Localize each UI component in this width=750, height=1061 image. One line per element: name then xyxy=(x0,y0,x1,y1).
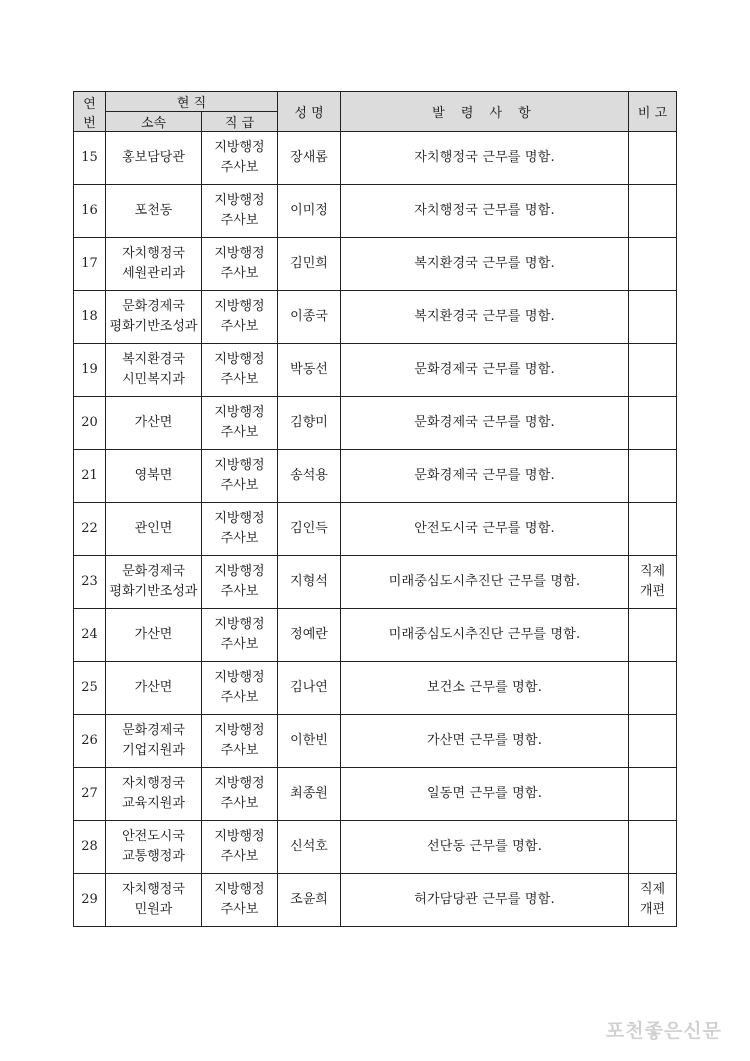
row-order: 미래중심도시추진단 근무를 명함. xyxy=(341,556,629,609)
table-row xyxy=(74,609,677,662)
row-order: 미래중심도시추진단 근무를 명함. xyxy=(341,609,629,662)
row-note xyxy=(629,609,677,662)
row-affiliation: 가산면 xyxy=(106,397,202,450)
row-rank: 지방행정 주사보 xyxy=(202,768,278,821)
row-order: 허가담당관 근무를 명함. xyxy=(341,874,629,927)
row-number: 28 xyxy=(74,821,106,874)
table-row xyxy=(74,450,677,503)
row-affiliation: 자치행정국 세원관리과 xyxy=(106,238,202,291)
table-row xyxy=(74,821,677,874)
row-note xyxy=(629,715,677,768)
row-rank: 지방행정 주사보 xyxy=(202,132,278,185)
row-order: 자치행정국 근무를 명함. xyxy=(341,132,629,185)
row-name: 신석호 xyxy=(278,821,341,874)
row-name: 최종원 xyxy=(278,768,341,821)
row-name: 조윤희 xyxy=(278,874,341,927)
header-rank: 직 급 xyxy=(202,112,278,132)
header-order: 발 령 사 항 xyxy=(341,92,629,132)
table-row xyxy=(74,662,677,715)
row-note xyxy=(629,503,677,556)
row-name: 지형석 xyxy=(278,556,341,609)
row-number: 16 xyxy=(74,185,106,238)
appointment-table xyxy=(73,91,677,927)
row-affiliation: 복지환경국 시민복지과 xyxy=(106,344,202,397)
row-number: 18 xyxy=(74,291,106,344)
row-name: 박동선 xyxy=(278,344,341,397)
row-order: 가산면 근무를 명함. xyxy=(341,715,629,768)
row-note xyxy=(629,291,677,344)
row-rank: 지방행정 주사보 xyxy=(202,291,278,344)
row-affiliation: 자치행정국 민원과 xyxy=(106,874,202,927)
row-name: 이미정 xyxy=(278,185,341,238)
row-affiliation: 포천동 xyxy=(106,185,202,238)
row-order: 선단동 근무를 명함. xyxy=(341,821,629,874)
row-number: 22 xyxy=(74,503,106,556)
row-order: 자치행정국 근무를 명함. xyxy=(341,185,629,238)
table-row xyxy=(74,185,677,238)
row-rank: 지방행정 주사보 xyxy=(202,609,278,662)
row-affiliation: 가산면 xyxy=(106,662,202,715)
row-name: 김향미 xyxy=(278,397,341,450)
row-order: 보건소 근무를 명함. xyxy=(341,662,629,715)
row-order: 복지환경국 근무를 명함. xyxy=(341,238,629,291)
row-note xyxy=(629,132,677,185)
header-no: 연 번 xyxy=(74,92,106,132)
row-note xyxy=(629,185,677,238)
row-affiliation: 안전도시국 교통행정과 xyxy=(106,821,202,874)
row-name: 이한빈 xyxy=(278,715,341,768)
row-rank: 지방행정 주사보 xyxy=(202,450,278,503)
row-rank: 지방행정 주사보 xyxy=(202,397,278,450)
table-row xyxy=(74,132,677,185)
row-rank: 지방행정 주사보 xyxy=(202,715,278,768)
row-note xyxy=(629,768,677,821)
row-rank: 지방행정 주사보 xyxy=(202,821,278,874)
table-row xyxy=(74,291,677,344)
row-affiliation: 문화경제국 평화기반조성과 xyxy=(106,556,202,609)
row-name: 김민희 xyxy=(278,238,341,291)
row-affiliation: 문화경제국 기업지원과 xyxy=(106,715,202,768)
row-order: 안전도시국 근무를 명함. xyxy=(341,503,629,556)
header-name: 성 명 xyxy=(278,92,341,132)
row-note xyxy=(629,450,677,503)
row-affiliation: 영북면 xyxy=(106,450,202,503)
table-row xyxy=(74,715,677,768)
table-row xyxy=(74,397,677,450)
row-rank: 지방행정 주사보 xyxy=(202,503,278,556)
row-rank: 지방행정 주사보 xyxy=(202,662,278,715)
row-number: 15 xyxy=(74,132,106,185)
row-note xyxy=(629,344,677,397)
row-name: 장새롬 xyxy=(278,132,341,185)
row-name: 김인득 xyxy=(278,503,341,556)
row-number: 21 xyxy=(74,450,106,503)
row-affiliation: 자치행정국 교육지원과 xyxy=(106,768,202,821)
row-number: 17 xyxy=(74,238,106,291)
row-number: 20 xyxy=(74,397,106,450)
row-number: 25 xyxy=(74,662,106,715)
row-name: 정예란 xyxy=(278,609,341,662)
row-name: 송석용 xyxy=(278,450,341,503)
row-number: 23 xyxy=(74,556,106,609)
row-rank: 지방행정 주사보 xyxy=(202,344,278,397)
row-note xyxy=(629,821,677,874)
header-note: 비 고 xyxy=(629,92,677,132)
row-note xyxy=(629,397,677,450)
row-number: 27 xyxy=(74,768,106,821)
row-rank: 지방행정 주사보 xyxy=(202,185,278,238)
table-row xyxy=(74,768,677,821)
row-affiliation: 가산면 xyxy=(106,609,202,662)
row-order: 일동면 근무를 명함. xyxy=(341,768,629,821)
row-order: 복지환경국 근무를 명함. xyxy=(341,291,629,344)
table-row xyxy=(74,874,677,927)
row-order: 문화경제국 근무를 명함. xyxy=(341,450,629,503)
table-row xyxy=(74,556,677,609)
row-affiliation: 관인면 xyxy=(106,503,202,556)
row-rank: 지방행정 주사보 xyxy=(202,238,278,291)
row-rank: 지방행정 주사보 xyxy=(202,874,278,927)
row-affiliation: 홍보담당관 xyxy=(106,132,202,185)
row-number: 26 xyxy=(74,715,106,768)
newspaper-watermark: 포천좋은신문 xyxy=(605,1020,722,1042)
row-number: 19 xyxy=(74,344,106,397)
table-row xyxy=(74,503,677,556)
row-number: 24 xyxy=(74,609,106,662)
row-note: 직제 개편 xyxy=(629,874,677,927)
row-affiliation: 문화경제국 평화기반조성과 xyxy=(106,291,202,344)
row-name: 김나연 xyxy=(278,662,341,715)
row-name: 이종국 xyxy=(278,291,341,344)
row-order: 문화경제국 근무를 명함. xyxy=(341,397,629,450)
row-note xyxy=(629,662,677,715)
row-note xyxy=(629,238,677,291)
table-row xyxy=(74,344,677,397)
table-body xyxy=(74,132,677,927)
row-order: 문화경제국 근무를 명함. xyxy=(341,344,629,397)
header-current-position: 현 직 xyxy=(106,92,278,112)
row-number: 29 xyxy=(74,874,106,927)
header-affiliation: 소속 xyxy=(106,112,202,132)
row-rank: 지방행정 주사보 xyxy=(202,556,278,609)
row-note: 직제 개편 xyxy=(629,556,677,609)
table-row xyxy=(74,238,677,291)
